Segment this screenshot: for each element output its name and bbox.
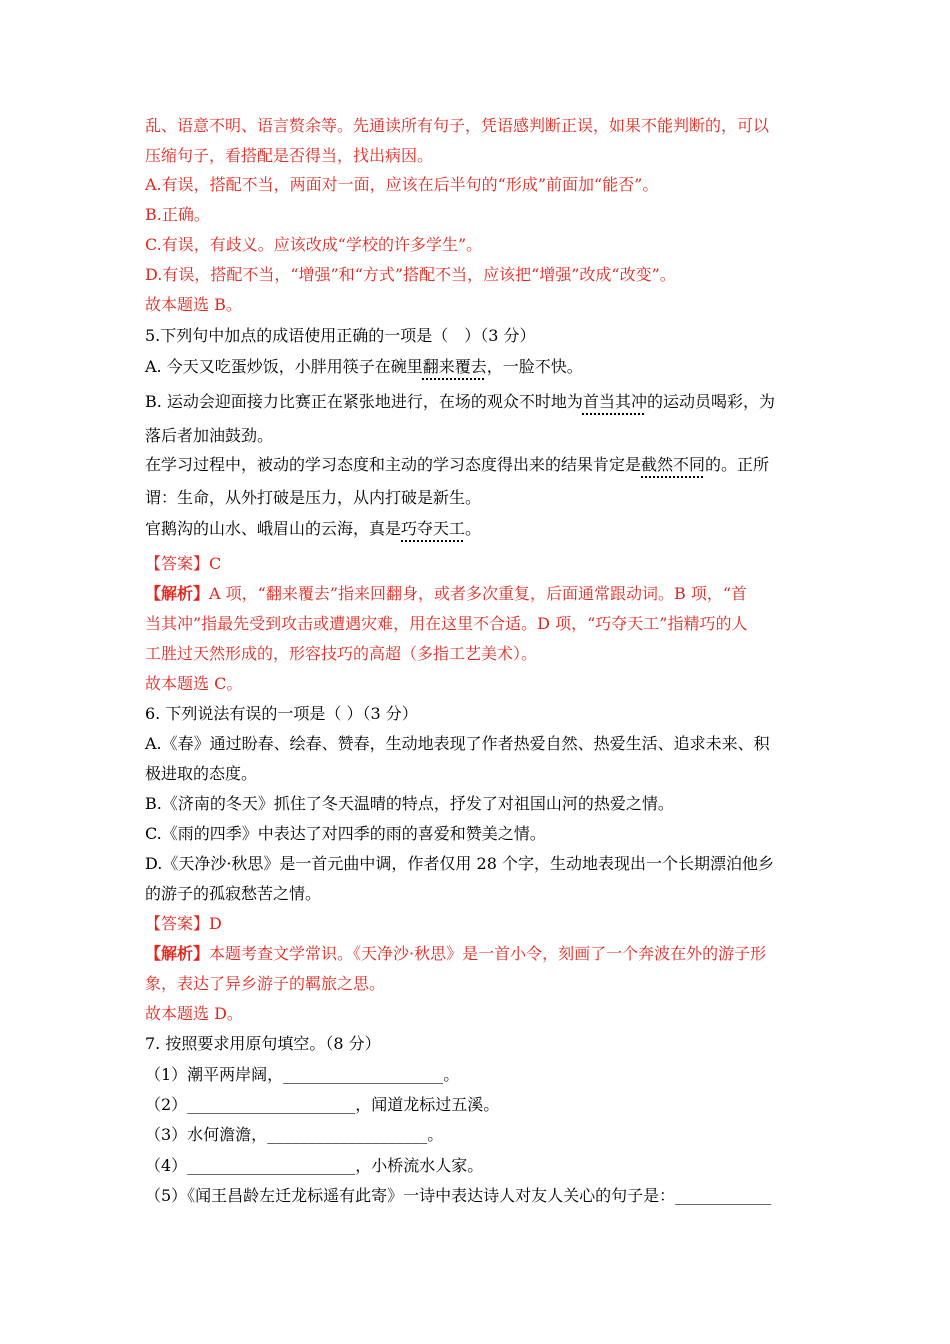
q7-item-4 — [145, 1155, 810, 1177]
q6-option-b: B.《济南的冬天》抓住了冬天温晴的特点，抒发了对祖国山河的热爱之情。 — [145, 794, 674, 813]
q4-option-b-explanation: B.正确。 — [145, 205, 210, 224]
q6-option-c: C.《雨的四季》中表达了对四季的雨的喜爱和赞美之情。 — [145, 824, 546, 843]
q5-option-d-tail: 。 — [465, 519, 482, 538]
q7-item-4-blank[interactable]: _____________________ — [187, 1156, 356, 1175]
q7-item-3-blank[interactable]: ____________________ — [267, 1125, 428, 1144]
q7-item-5-blank[interactable]: ____________ — [675, 1186, 772, 1205]
q5-option-c-text: 在学习过程中，被动的学习态度和主动的学习态度得出来的结果肯定是 — [145, 455, 642, 474]
q5-option-d-text: 官鹅沟的山水、峨眉山的云海，真是 — [145, 519, 402, 538]
q4-analysis-line-2: 压缩句子，看搭配是否得当，找出病因。 — [145, 146, 434, 165]
q7-item-4-text: （4） — [145, 1156, 188, 1175]
q5-option-a-text: A. 今天又吃蛋炒饭，小胖用筷子在碗里 — [145, 357, 423, 376]
q5-stem: 5.下列句中加点的成语使用正确的一项是（ ）（3 分） — [145, 326, 536, 345]
q6-option-d: D.《天净沙·秋思》是一首元曲中调，作者仅用 28 个字，生动地表现出一个长期漂泊他乡 — [145, 854, 774, 873]
q6-option-a: A.《春》通过盼春、绘春、赞春，生动地表现了作者热爱自然、热爱生活、追求未来、积 — [145, 734, 770, 753]
q4-analysis-line-1: 乱、语意不明、语言赘余等。先通读所有句子，凭语感判断正误，如果不能判断的，可以 — [145, 116, 770, 135]
q5-option-d-idiom: 巧夺天工 — [401, 519, 466, 538]
q5-option-c — [145, 454, 810, 476]
q7-item-1-tail: 。 — [443, 1065, 460, 1084]
q5-option-b-text: B. 运动会迎面接力比赛正在紧张地进行，在场的观众不时地为 — [145, 392, 583, 411]
q7-item-4-tail: ，小桥流水人家。 — [355, 1156, 484, 1175]
q7-item-2-blank[interactable]: _____________________ — [187, 1095, 356, 1114]
q6-option-d-line-2: 的游子的孤寂愁苦之情。 — [145, 884, 322, 903]
q5-option-a-tail: ，一脸不快。 — [486, 357, 583, 376]
q5-option-d — [145, 518, 810, 540]
q5-option-a — [145, 356, 810, 378]
q7-item-3 — [145, 1124, 810, 1146]
q7-item-2 — [145, 1094, 810, 1116]
q5-answer: 【答案】C — [145, 554, 222, 573]
q6-analysis-line-2: 象，表达了异乡游子的羁旅之思。 — [145, 974, 386, 993]
q7-item-1 — [145, 1064, 810, 1086]
q7-item-1-blank[interactable]: ____________________ — [283, 1065, 444, 1084]
q5-option-a-idiom: 翻来覆去 — [422, 357, 487, 376]
q7-stem: 7. 按照要求用原句填空。（8 分） — [145, 1034, 381, 1053]
q5-option-c-idiom: 截然不同 — [641, 455, 706, 474]
q7-item-2-tail: ，闻道龙标过五溪。 — [355, 1095, 500, 1114]
q5-analysis-line-3: 工胜过天然形成的，形容技巧的高超（多指工艺美术）。 — [145, 644, 538, 663]
q5-option-b-tail: 的运动员喝彩，为 — [646, 392, 775, 411]
q6-conclusion: 故本题选 D。 — [145, 1004, 243, 1023]
q5-option-b-idiom: 首当其冲 — [582, 392, 647, 411]
q5-option-c-tail: 的。正所 — [705, 455, 770, 474]
q5-option-b — [145, 391, 810, 413]
q6-option-a-line-2: 极进取的态度。 — [145, 764, 258, 783]
q5-analysis-line-2: 当其冲”指最先受到攻击或遭遇灾难，用在这里不合适。D 项，“巧夺天工”指精巧的人 — [145, 614, 748, 633]
q7-item-2-text: （2） — [145, 1095, 188, 1114]
q6-answer: 【答案】D — [145, 914, 222, 933]
q5-option-c-line-2: 谓：生命，从外打破是压力，从内打破是新生。 — [145, 488, 482, 507]
q4-option-d-explanation: D.有误，搭配不当，“增强”和“方式”搭配不当，应该把“增强”改成“改变”。 — [145, 265, 676, 284]
q6-analysis-line-1 — [145, 943, 810, 965]
q6-analysis-text-1: 本题考查文学常识。《天净沙·秋思》是一首小令，刻画了一个奔波在外的游子形 — [209, 944, 767, 963]
q6-analysis-label: 【解析】 — [145, 944, 210, 963]
q5-option-b-line-2: 落后者加油鼓劲。 — [145, 426, 274, 445]
q4-conclusion: 故本题选 B。 — [145, 295, 242, 314]
q7-item-5-text: （5）《闻王昌龄左迁龙标遥有此寄》一诗中表达诗人对友人关心的句子是： — [145, 1186, 676, 1205]
q6-stem: 6. 下列说法有误的一项是（ ）（3 分） — [145, 704, 418, 723]
q7-item-5 — [145, 1185, 810, 1207]
q5-analysis-line-1 — [145, 583, 810, 605]
q7-item-1-text: （1）潮平两岸阔， — [145, 1065, 284, 1084]
q5-conclusion: 故本题选 C。 — [145, 674, 243, 693]
q7-item-3-tail: 。 — [427, 1125, 444, 1144]
q4-option-a-explanation: A.有误，搭配不当，两面对一面，应该在后半句的“形成”前面加“能否”。 — [145, 175, 659, 194]
q4-option-c-explanation: C.有误，有歧义。应该改成“学校的许多学生”。 — [145, 235, 483, 254]
q5-analysis-text-1: A 项，“翻来覆去”指来回翻身，或者多次重复，后面通常跟动词。B 项，“首 — [209, 584, 748, 603]
q5-analysis-label: 【解析】 — [145, 584, 210, 603]
q7-item-3-text: （3）水何澹澹， — [145, 1125, 268, 1144]
